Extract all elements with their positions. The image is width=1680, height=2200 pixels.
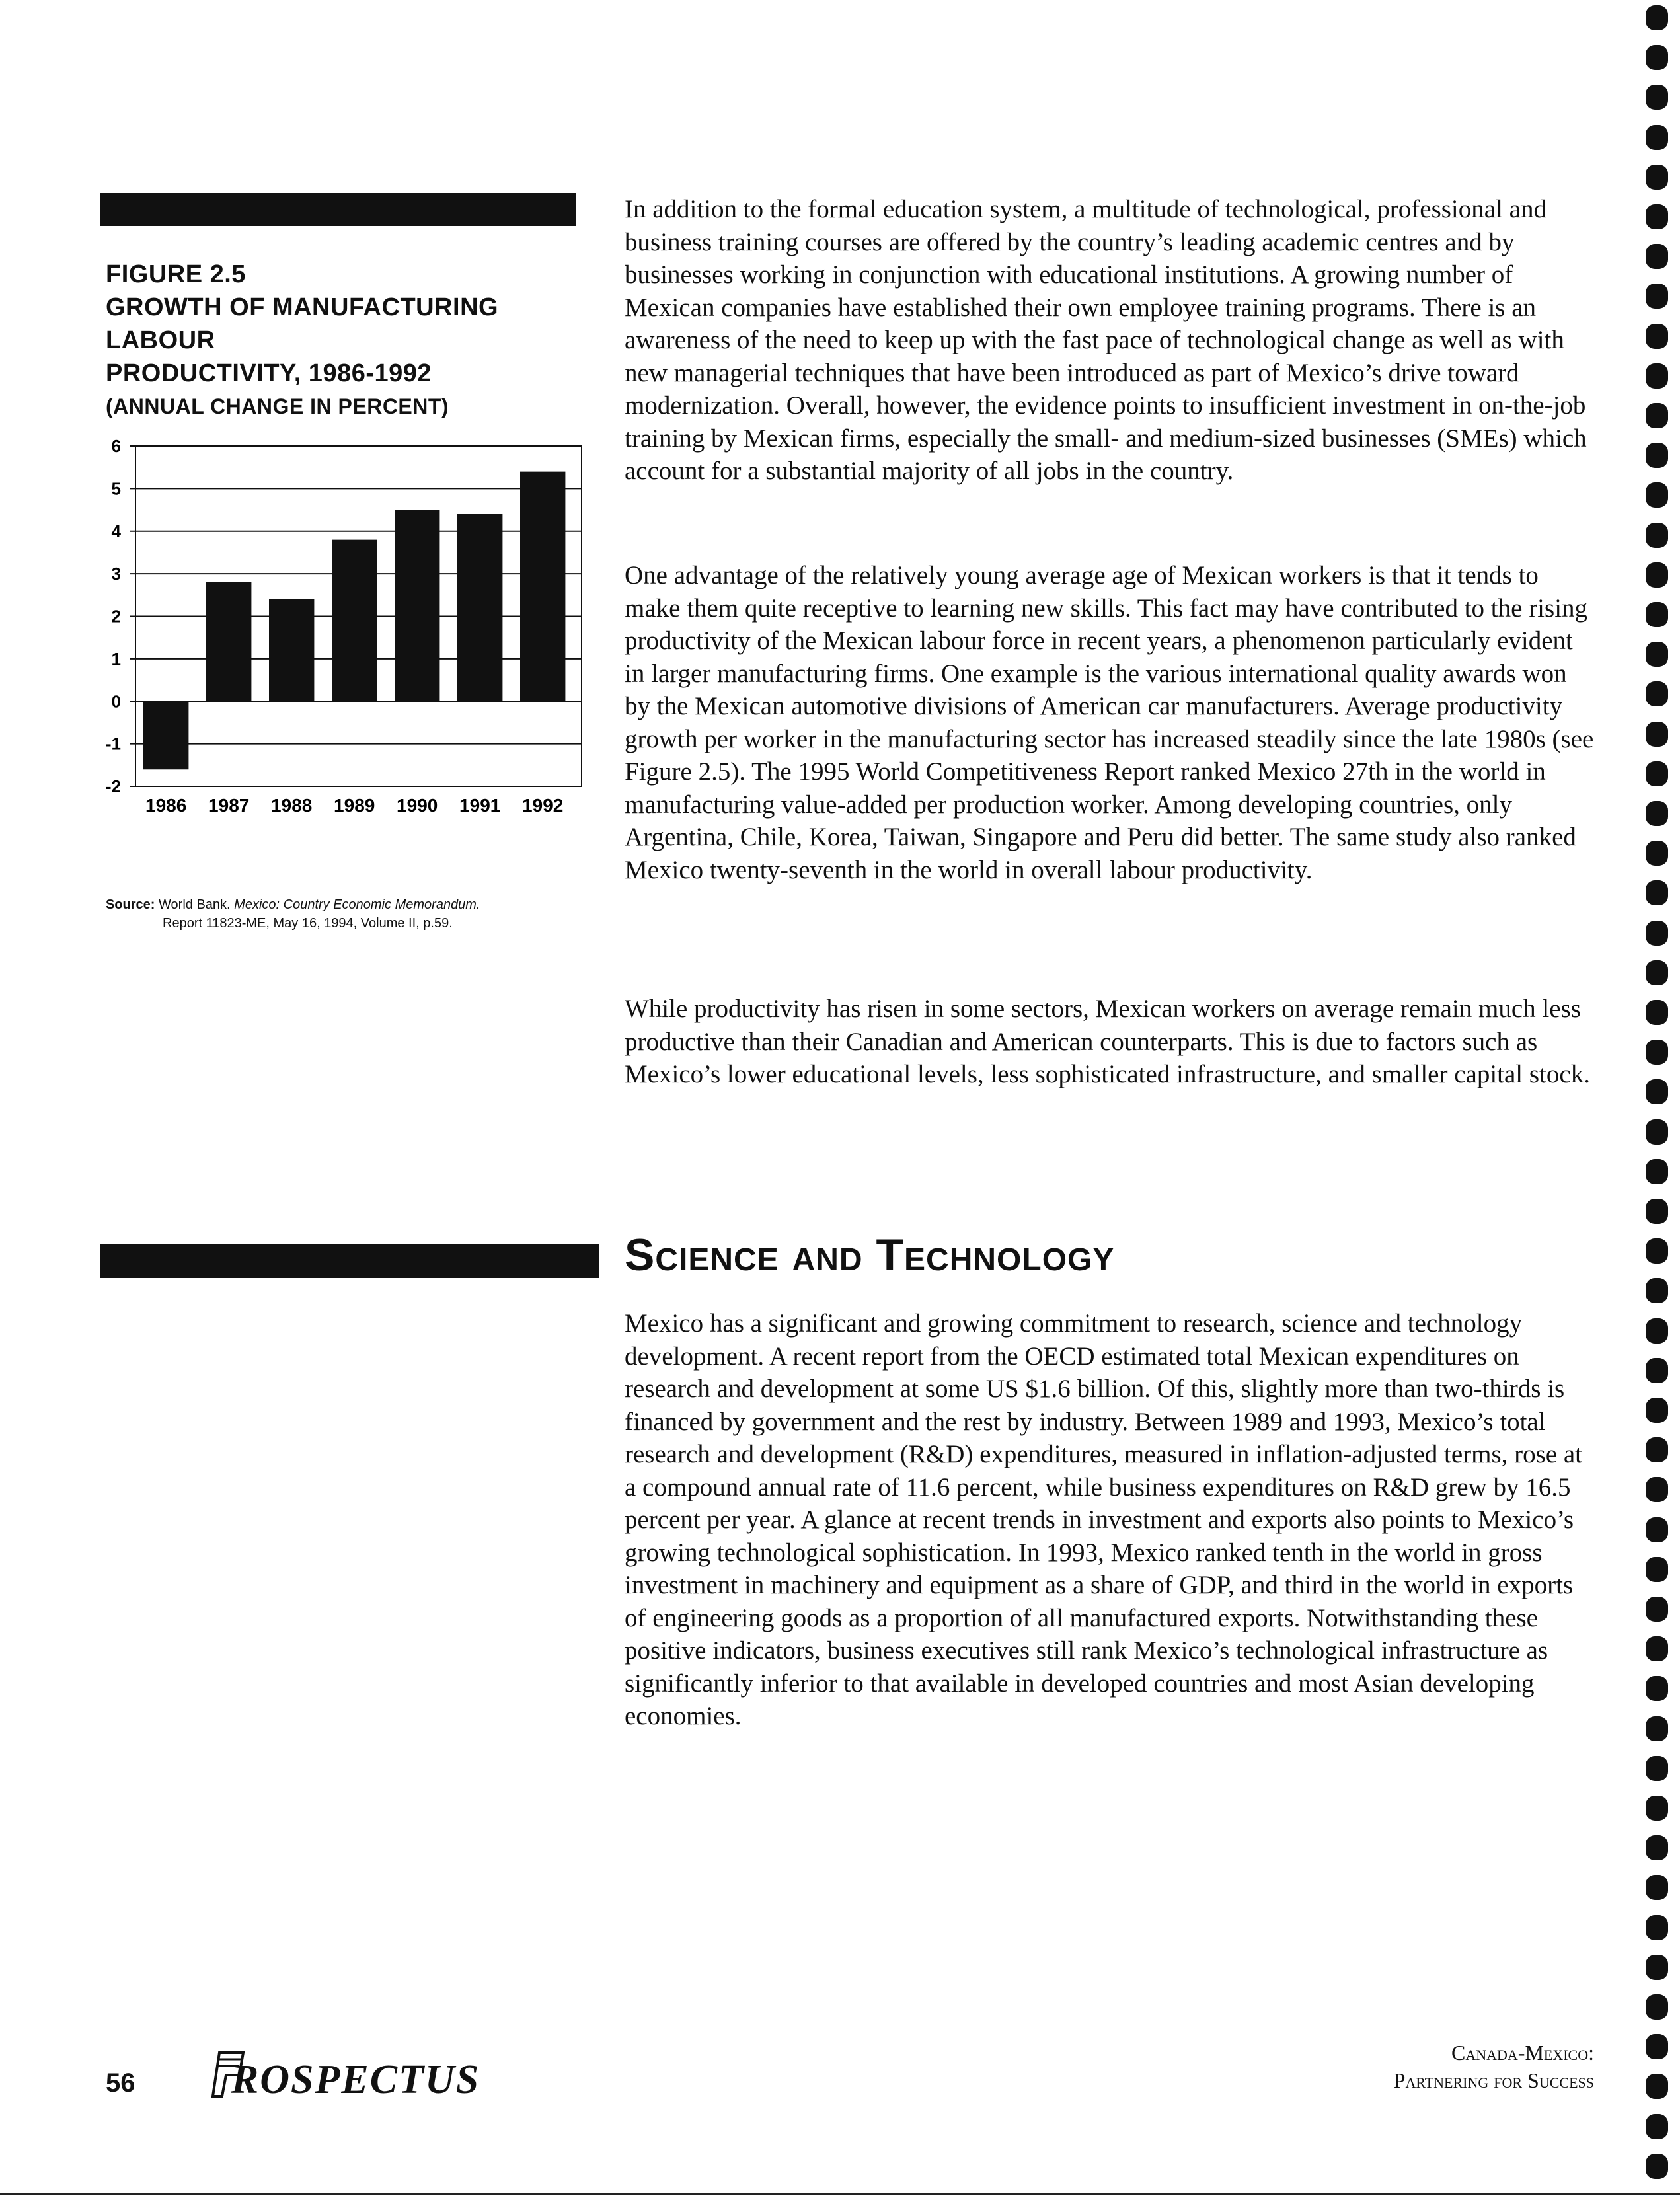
binding-hole: [1646, 1915, 1668, 1940]
binding-hole: [1646, 841, 1668, 866]
binding-hole: [1646, 1000, 1668, 1025]
paragraph-text: One advantage of the relatively young average age of Mexican workers is that it tends to make them quite receptive to learning new skills. This fact may have contributed to the rising productivity of the Mexican labour force in recent years, a phenomenon particularly evident in larger manufacturing firms. One example is the various international quality awards won by the Mexican automotive divisions of American car manufacturers. Average productivity growth per worker in the manufacturing sector has increased steadily since the late 1980s (see Figure 2.5). The 1995 World Competitiveness Report ranked Mexico 27th in the world in manufacturing value-added per production worker. Among developing countries, only Argentina, Chile, Korea, Taiwan, Singapore and Peru did better. The same study also ranked Mexico twenty-seventh in the world in overall labour productivity.: [625, 561, 1594, 884]
binding-hole: [1646, 1159, 1668, 1184]
binding-hole: [1646, 1437, 1668, 1462]
binding-hole: [1646, 1398, 1668, 1423]
y-tick-label: -2: [105, 777, 121, 796]
binding-hole: [1646, 1318, 1668, 1344]
binding-hole: [1646, 1557, 1668, 1582]
binding-hole: [1646, 761, 1668, 786]
binding-hole: [1646, 642, 1668, 667]
binding-hole: [1646, 801, 1668, 826]
binding-hole: [1646, 1994, 1668, 2020]
prospectus-logo: [205, 2057, 480, 2104]
figure-source: [106, 895, 555, 932]
binding-hole: [1646, 921, 1668, 946]
binding-hole: [1646, 562, 1668, 588]
y-tick-label: -1: [105, 734, 121, 754]
logo-text: ROSPECTUS: [231, 2057, 480, 2102]
figure-title-line2: PRODUCTIVITY, 1986-1992: [106, 360, 432, 387]
binding-hole: [1646, 204, 1668, 229]
chart-x-labels: [145, 795, 563, 816]
figure-subtitle: (ANNUAL CHANGE IN PERCENT): [106, 395, 449, 418]
binding-hole: [1646, 1796, 1668, 1821]
source-label: Source:: [106, 897, 155, 912]
x-tick-label: 1991: [459, 795, 501, 816]
productivity-bar-chart: [99, 430, 601, 826]
binding-hole: [1646, 960, 1668, 985]
binding-hole: [1646, 85, 1668, 110]
binding-hole: [1646, 880, 1668, 905]
bar-1991: [457, 514, 502, 701]
binding-hole: [1646, 1199, 1668, 1224]
bar-1989: [332, 540, 377, 702]
binding-hole: [1646, 1079, 1668, 1104]
y-tick-label: 3: [111, 564, 121, 584]
binding-hole: [1646, 2154, 1668, 2179]
binding-hole: [1646, 1756, 1668, 1781]
source-text-a: World Bank.: [159, 897, 231, 912]
binding-hole: [1646, 125, 1668, 150]
paragraph-1: [625, 193, 1596, 488]
binding-hole: [1646, 363, 1668, 389]
x-tick-label: 1987: [208, 795, 250, 816]
y-tick-label: 1: [111, 648, 121, 669]
binding-hole: [1646, 2074, 1668, 2099]
spiral-binding: [1646, 0, 1680, 2200]
binding-hole: [1646, 1955, 1668, 1980]
figure-title-line1: GROWTH OF MANUFACTURING LABOUR: [106, 293, 499, 354]
binding-hole: [1646, 244, 1668, 269]
paragraph-text: While productivity has risen in some sectors, Mexican workers on average remain much less productive than their Canadian and American counterparts. This is due to factors such as Mexico’s lower educational levels, less sophisticated infrastructure, and smaller capital stock.: [625, 995, 1590, 1088]
paragraph-text: Mexico has a significant and growing commitment to research, science and technology development. A recent report from the OECD estimated total Mexican expenditures on research and development at some US $1.6 billion. Of this, slightly more than two-thirds is financed by government and the rest by industry. Between 1989 and 1993, Mexico’s total research and development (R&D) expenditures, measured in inflation-adjusted terms, rose at a compound annual rate of 11.6 percent, while business expenditures on R&D grew by 16.5 percent per year. A glance at recent trends in investment and exports also points to Mexico’s growing technological sophistication. In 1993, Mexico ranked tenth in the world in gross investment in machinery and equipment as a share of GDP, and third in the world in exports of engineering goods as a proportion of all manufactured exports. Notwithstanding these positive indicators, business executives still rank Mexico’s technological infrastructure as significantly inferior to that available in developed countries and most Asian developing economies.: [625, 1309, 1583, 1730]
chart-y-ticks: [106, 436, 122, 796]
binding-hole: [1646, 45, 1668, 70]
figure-label: FIGURE 2.5: [106, 260, 246, 288]
binding-hole: [1646, 1875, 1668, 1900]
binding-hole: [1646, 1119, 1668, 1145]
x-tick-label: 1992: [522, 795, 564, 816]
binding-hole: [1646, 1676, 1668, 1701]
page-number: 56: [106, 2068, 135, 2098]
x-tick-label: 1989: [334, 795, 375, 816]
binding-hole: [1646, 165, 1668, 190]
binding-hole: [1646, 681, 1668, 706]
binding-hole: [1646, 403, 1668, 428]
binding-hole: [1646, 722, 1668, 747]
binding-hole: [1646, 482, 1668, 508]
binding-hole: [1646, 523, 1668, 548]
x-tick-label: 1990: [397, 795, 438, 816]
binding-hole: [1646, 443, 1668, 468]
y-tick-label: 2: [111, 606, 121, 626]
binding-hole: [1646, 1597, 1668, 1622]
binding-hole: [1646, 2114, 1668, 2139]
section-header-bar: [100, 1244, 599, 1278]
footer-line1: Canada-Mexico:: [1451, 2041, 1594, 2065]
binding-hole: [1646, 1238, 1668, 1264]
x-tick-label: 1988: [271, 795, 313, 816]
section-title: Science and Technology: [625, 1230, 1115, 1280]
footer-title: [1394, 2039, 1594, 2094]
binding-hole: [1646, 5, 1668, 30]
binding-hole: [1646, 602, 1668, 627]
paragraph-text: In addition to the formal education system, a multitude of technological, professional and business training courses are offered by the country’s leading academic centres and by businesses working in conjunction with educational institutions. A growing number of Mexican companies have established their own employee training programs. There is an awareness of the need to keep up with the fast pace of technological change as well as with new managerial techniques that have been introduced as part of Mexico’s drive toward modernization. Overall, however, the evidence points to insufficient investment in on-the-job training by Mexican firms, especially the small- and medium-sized businesses (SMEs) which account for a substantial majority of all jobs in the country.: [625, 195, 1587, 485]
bar-1990: [395, 510, 439, 702]
binding-hole: [1646, 1716, 1668, 1741]
bottom-rule: [0, 2193, 1680, 2195]
y-tick-label: 5: [111, 478, 121, 499]
binding-hole: [1646, 284, 1668, 309]
paragraph-3: [625, 993, 1596, 1091]
x-tick-label: 1986: [145, 795, 187, 816]
y-tick-label: 4: [111, 521, 121, 541]
binding-hole: [1646, 1835, 1668, 1860]
binding-hole: [1646, 1278, 1668, 1303]
footer-line2: Partnering for Success: [1393, 2068, 1594, 2092]
binding-hole: [1646, 1040, 1668, 1065]
figure-header-bar: [100, 193, 576, 226]
figure-caption: [106, 258, 582, 423]
paragraph-2: [625, 559, 1596, 886]
source-text-b: Mexico: Country Economic Memorandum.: [234, 897, 480, 912]
binding-hole: [1646, 1477, 1668, 1502]
source-line2: Report 11823-ME, May 16, 1994, Volume II, p.59.: [163, 916, 453, 930]
bar-1986: [143, 701, 188, 769]
binding-hole: [1646, 1358, 1668, 1383]
binding-hole: [1646, 1636, 1668, 1661]
bar-1988: [269, 599, 314, 702]
binding-hole: [1646, 324, 1668, 349]
y-tick-label: 6: [111, 436, 121, 456]
y-tick-label: 0: [111, 691, 121, 712]
bar-1992: [520, 472, 565, 702]
binding-hole: [1646, 1517, 1668, 1542]
section-paragraph: [625, 1307, 1596, 1733]
chart-bars: [143, 472, 565, 770]
bar-1987: [206, 582, 251, 701]
binding-hole: [1646, 2034, 1668, 2059]
